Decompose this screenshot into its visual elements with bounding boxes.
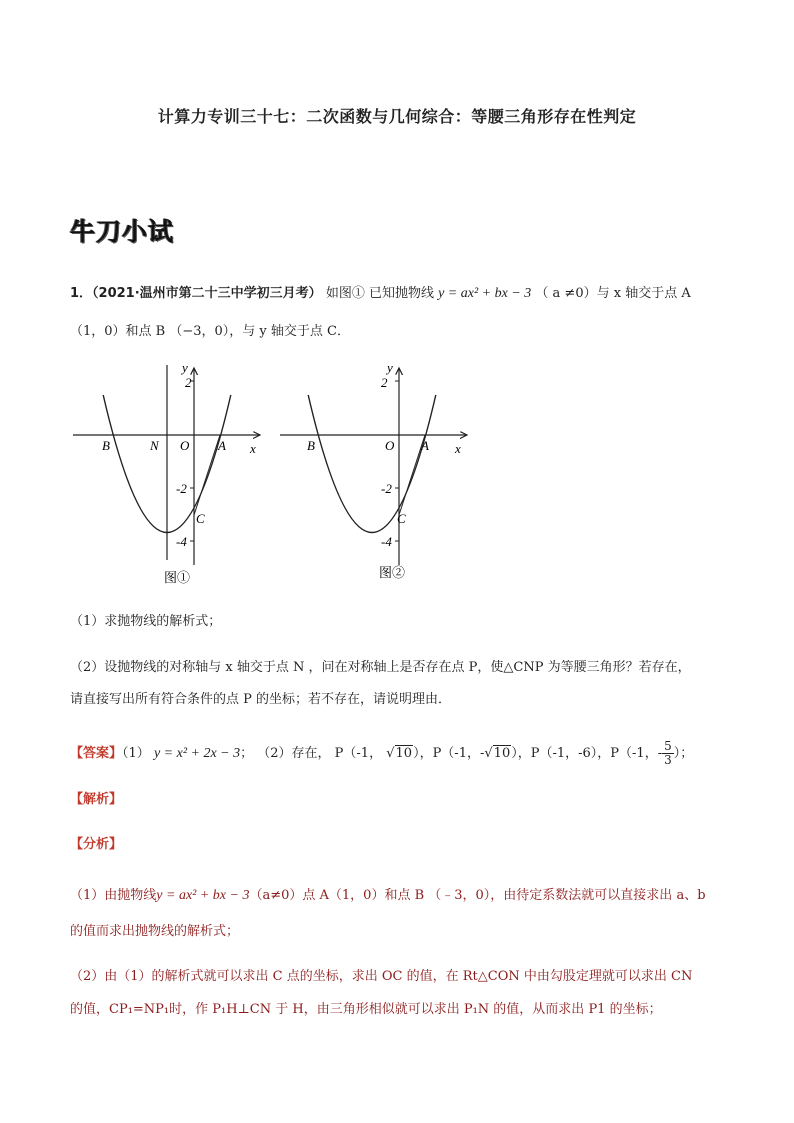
line-ac	[194, 435, 220, 515]
answer-text-3: ），P（-1，-6），P（-1，-	[511, 746, 663, 761]
fraction-numerator: 5	[664, 739, 672, 753]
answer-equation: y = x² + 2x − 3	[153, 746, 241, 761]
sqrt-10-a: √10	[386, 746, 413, 761]
question-line-1	[70, 284, 691, 304]
point-n-label: N	[150, 438, 159, 453]
point-b-label: B	[307, 438, 315, 453]
analysis-1-prefix: （1）由抛物线	[70, 888, 157, 903]
figure-2	[275, 360, 475, 590]
question-equation: y = ax² + bx − 3	[438, 286, 532, 301]
fraction-denominator: 3	[664, 753, 672, 767]
question-intro: 如图① 已知抛物线	[325, 286, 434, 301]
x-label: x	[455, 441, 461, 456]
answer-line	[70, 740, 693, 767]
sqrt-10-b: √10	[484, 746, 511, 761]
answer-text-1: ； （2）存在， P（-1，	[240, 746, 383, 761]
point-c-label: C	[196, 511, 205, 526]
answer-text-2: ），P（-1，-	[413, 746, 485, 761]
figure-1	[68, 360, 268, 590]
question-number: 1．	[70, 286, 93, 301]
tick-label-2: 2	[381, 375, 388, 390]
point-b-label: B	[102, 438, 110, 453]
question-condition: （ a ≠0）与 x 轴交于点 A	[535, 286, 691, 301]
analysis-line-4: 的值，CP₁=NP₁时，作 P₁H⊥CN 于 H，由三角形相似就可以求出 P₁N 的值，从而求出 P1 的坐标；	[70, 1002, 662, 1017]
analysis-equation: y = ax² + bx − 3	[156, 888, 250, 903]
jiexi-tag: 【解析】	[70, 792, 123, 807]
answer-text-4: ）；	[673, 746, 694, 761]
point-c-label: C	[397, 511, 406, 526]
fenxi-tag: 【分析】	[70, 837, 123, 852]
fraction-5-3	[662, 740, 674, 767]
analysis-1-suffix: （a≠0）点 A（1，0）和点 B （﹣3，0），由待定系数法就可以直接求出 a、b	[249, 888, 706, 903]
analysis-line-1	[70, 886, 706, 906]
y-label: y	[182, 360, 188, 375]
question-line-2: （1，0）和点 B （−3，0），与 y 轴交于点 C．	[70, 324, 350, 339]
point-a-label: A	[421, 438, 429, 453]
tick-label-2: 2	[185, 375, 192, 390]
section-heading: 牛刀小试	[70, 217, 175, 246]
answer-part-1-prefix: （1）	[122, 746, 150, 761]
analysis-line-2: 的值而求出抛物线的解析式；	[70, 924, 240, 939]
analysis-line-3: （2）由（1）的解析式就可以求出 C 点的坐标，求出 OC 的值，在 Rt△CON 中由勾股定理就可以求出 CN	[70, 969, 693, 984]
tick-label-neg2: -2	[176, 481, 187, 496]
part-2-line-1: （2）设抛物线的对称轴与 x 轴交于点 N ，问在对称轴上是否存在点 P，使△CNP 为等腰三角形？若存在，	[70, 660, 691, 675]
figure-1-caption: 图①	[164, 570, 191, 585]
part-2-line-2: 请直接写出所有符合条件的点 P 的坐标；若不存在，请说明理由．	[70, 692, 452, 707]
answer-tag: 【答案】	[70, 746, 123, 761]
tick-label-neg4: -4	[381, 534, 392, 549]
tick-label-neg4: -4	[176, 534, 187, 549]
part-1: （1）求抛物线的解析式；	[70, 614, 222, 629]
figure-2-caption: 图②	[379, 565, 406, 580]
point-a-label: A	[218, 438, 226, 453]
sqrt-10-a-radicand: 10	[395, 746, 413, 761]
point-o-label: O	[385, 438, 395, 453]
parabola	[308, 395, 436, 533]
point-o-label: O	[180, 438, 190, 453]
x-label: x	[250, 441, 256, 456]
question-source: （2021·温州市第二十三中学初三月考）	[92, 286, 322, 301]
y-label: y	[387, 360, 393, 375]
page-title: 计算力专训三十七：二次函数与几何综合：等腰三角形存在性判定	[157, 107, 637, 126]
sqrt-10-b-radicand: 10	[493, 746, 511, 761]
tick-label-neg2: -2	[381, 481, 392, 496]
